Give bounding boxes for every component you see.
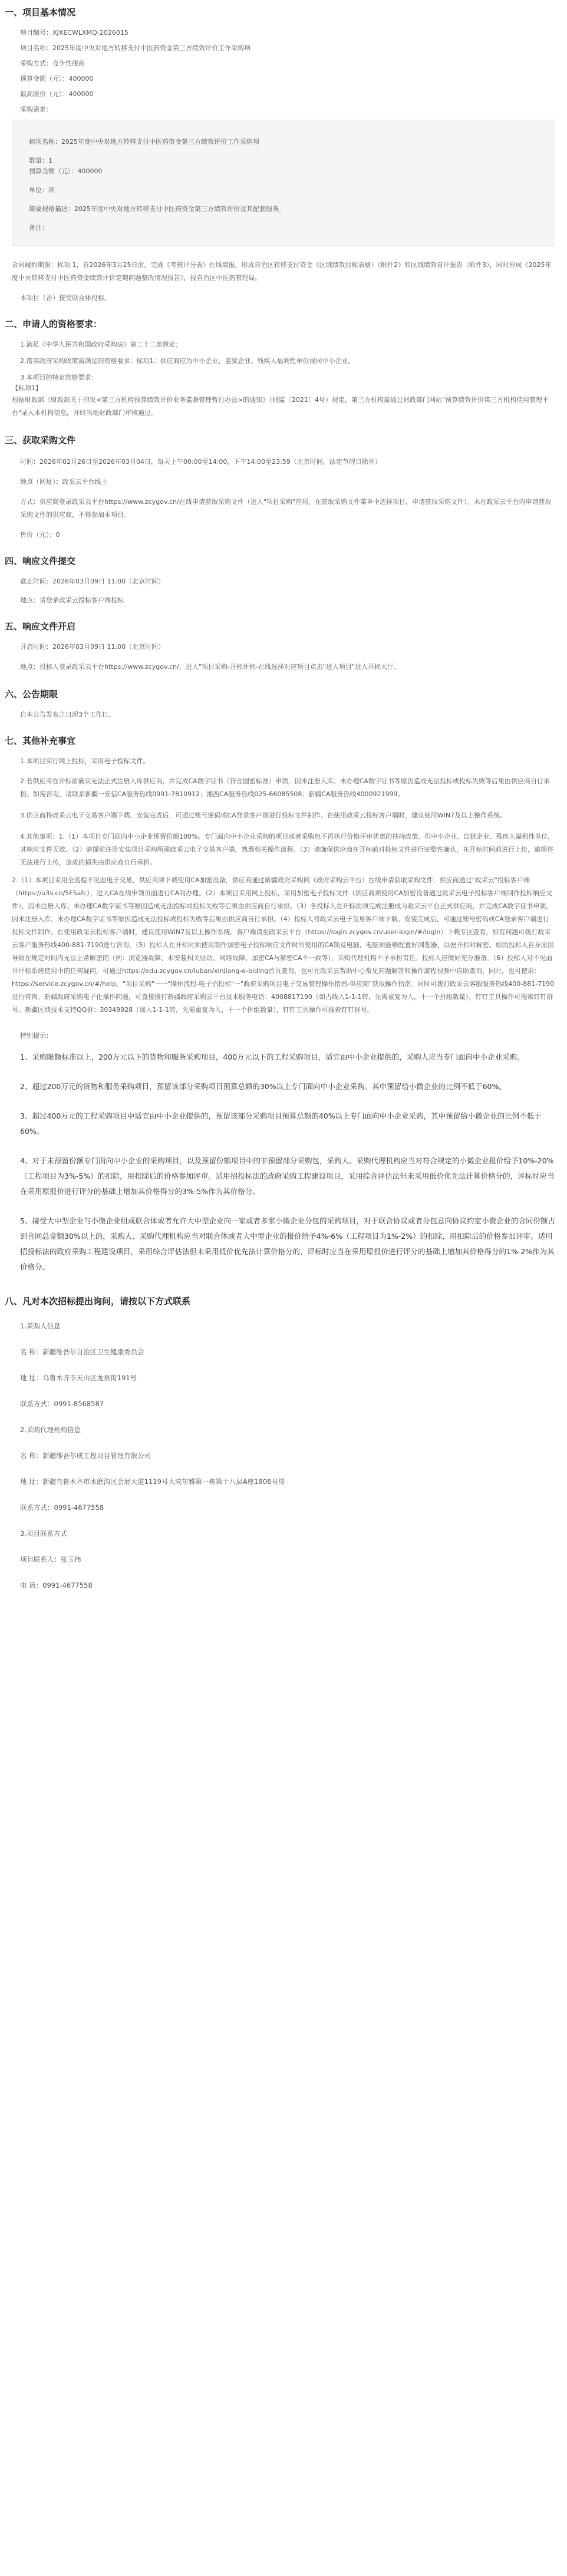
supplement-3: 3.供应商将政采云电子交易客户端下载、安装完成后，可通过账号密码或CA登录客户端进行投标文件制作。在使用政采云投标客户端时，建议使用WIN7及以上操作系统。 — [20, 812, 507, 819]
special-notice-1: 1、采购限额标准以上，200万元以下的货物和服务采购项目，400万元以下的工程采购项目，适宜由中小企业提供的，采购人应当专门面向中小企业采购。 — [20, 1053, 525, 1061]
acquire-place: 地点（网址）：政采云平台线上 — [20, 478, 108, 486]
contract-period: 合同履约期限：标项 1，自2026年3月25日前，完成《考核评分表》在线填报，形成自治区转移支付资金（区域绩效目标表格）《附件2》和区域绩效自评报告（附件3），同时形成《2025年度中央转移支付中医药资金绩效评价定期问题整改情况报告》，报自治区中医药管理局。 — [12, 261, 552, 282]
package-remark: 备注： — [29, 224, 48, 232]
demand-label: 采购需求： — [20, 105, 52, 113]
purchaser-address: 地 址：乌鲁木齐市天山区龙泉街191号 — [20, 1374, 137, 1382]
supplement-2: 2.若供应商在开标前确实无法正式注册入库供应商，并完成CA数字证书（符合国密标准）申领，因未注册入库、未办理CA数字证书等原因造成无法投标或投标失败等后果由供应商自行承担。如需咨询，请联系新疆一安信CA服务热线0991-7810912；湘西CA服务热线025-66085508；新疆CA服务热线4000921999。 — [20, 777, 550, 798]
project-number: 项目编号：XJXECWLXMQ-2026015 — [20, 29, 128, 37]
budget-amount: 预算金额（元）：400000 — [20, 75, 94, 83]
acquire-way: 方式：供应商登录政采云平台https://www.zcygov.cn/在线申请获取采购文件（进入"项目采购"应用，在获取采购文件菜单中选择项目，申请获取采购文件）。未在政采云平台内申请获取采购文件的供应商，不得参加本项目。 — [20, 498, 552, 519]
special-notice-2: 2、超过200万元的货物和服务采购项目，预留该部分采购项目预算总额的30%以上专门面向中小企业采购。其中预留给小微企业的比例不低于60%。 — [20, 1082, 506, 1091]
project-name: 项目名称：2025年度中央对地方转移支付中医药资金第三方绩效评价工作采购项 — [20, 44, 250, 52]
section-5-title: 五、响应文件开启 — [5, 621, 76, 632]
special-notice-5: 5、接受大中型企业与小微企业组成联合体或者允许大中型企业向一家或者多家小微企业分包的采购项目，对于联合协议或者分包意向协议约定小微企业的合同份额占到合同总金额30%以上的，采购人、采购代理机构应当对联合体或者大中型企业的报价给予4%-6%（工程项目为1%-2%）的扣除，用扣除后的价格参加评审。适用招投标法的政府采购工程建设项目，采用综合评估法但未采用低价优先法计算价格分的，评标时应当在采用原报价进行评分的基础上增加其价格得分的1%-2%作为其价格分。 — [20, 1216, 555, 1271]
open-time: 开启时间：2026年03月09日 11:00（北京时间） — [20, 643, 165, 651]
submit-place: 地点：请登录政采云投标客户端投标 — [20, 596, 124, 604]
agency-name: 名 称：新疆维吾尔成工程项目管理有限公司 — [20, 1452, 151, 1460]
qualification-text: 根据财政部《财政部关于印发<第三方机构预算绩效评价业务监督管理暂行办法>的通知》（财监〔2021〕4号）规定，第三方机构需通过财政部门网站"预算绩效评价第三方机构信用管理平台"录入本机构信息，并经当地财政部门审核通过。 — [12, 396, 549, 417]
qualification-tag: 【标项1】 — [12, 384, 42, 392]
section-4-title: 四、响应文件提交 — [5, 556, 76, 566]
package-description: 简要规格描述：2025年度中央对地方转移支付中医药资金第三方绩效评价及其配套服务。 — [29, 205, 285, 213]
section-6-title: 六、公告期限 — [5, 689, 58, 700]
project-contact-title: 3.项目联系方式 — [20, 1529, 67, 1538]
procurement-method: 采购方式：竞争性磋商 — [20, 60, 85, 67]
qualification-3: 3.本项目的特定资格要求： — [20, 374, 98, 381]
section-2-title: 二、申请人的资格要求： — [5, 319, 103, 329]
agency-address: 地 址：新疆乌鲁木齐市水磨沟区会展大道1119号大成尔雅第一栋第十八层A座1806号房 — [20, 1477, 285, 1486]
purchaser-phone: 联系方式：0991-8568587 — [20, 1400, 104, 1408]
demand-box — [12, 120, 555, 246]
qualification-1: 1.满足《中华人民共和国政府采购法》第二十二条规定； — [20, 341, 182, 348]
joint-bid-note: 本项目（否）接受联合体投标。 — [20, 294, 111, 302]
purchaser-title: 1.采购人信息 — [20, 1322, 61, 1330]
supplement-4: 4.其他事项：1.（1）本项目专门面向中小企业预留份额100%。专门面向中小企业采购的项目或者采购包不再执行价格评审优惠的扶持政策。但中小企业、监狱企业、残疾人福利性单位，其响应文件无效。（2）请提前注册安装项目采购所需政采云电子交易客户端，熟悉相关操作流程。（3）请确保供应商在开标前对投标文件进行完整性确认，在开标时间前进行上传，逾期将无法进行上传，造成的损失由供应商自行承担。 — [20, 833, 555, 866]
package-budget: 预算金额（元）：400000 — [29, 167, 103, 175]
section-1-title: 一、项目基本情况 — [5, 7, 76, 18]
acquire-price: 售价（元）：0 — [20, 531, 60, 539]
special-notice-4: 4、对于未预留份额专门面向中小企业的采购项目，以及预留份额项目中的非预留部分采购包，采购人、采购代理机构应当对符合规定的小微企业报价给予10%-20%（工程项目为3%-5%）的扣除，用扣除后的价格参加评审。适用招投标法的政府采购工程建设项目，采用综合评估法但未采用低价优先法计算价格分的，评标时应当在采用原报价进行评分的基础上增加其价格得分的3%-5%作为其价格分。 — [20, 1156, 555, 1196]
open-place: 地点：投标人登录政采云平台https://www.zcygov.cn/，进入"项目采购-开标评标-在线选择对应项目点击"进入项目"进入开标大厅。 — [20, 663, 400, 671]
special-notice-title: 特别提示： — [20, 1032, 52, 1040]
package-quantity: 数量：1 — [29, 157, 52, 164]
notice-period: 自本公告发布之日起3个工作日。 — [20, 711, 115, 718]
acquire-time: 时间：2026年02月26日至2026年03月04日，每天上午00:00至14:00，下午14:00至23:59（北京时间，法定节假日除外） — [20, 458, 381, 466]
qualification-2: 2.落实政府采购政策需满足的资格要求：标项1：供应商应为中小企业，监狱企业、残疾人福利性单位视同中小企业。 — [20, 357, 355, 365]
max-price: 最高限价（元）：400000 — [20, 90, 94, 98]
section-3-title: 三、获取采购文件 — [5, 435, 76, 446]
section-7-title: 七、其他补充事宜 — [5, 735, 76, 746]
contact-info — [0, 1320, 567, 1591]
agency-phone: 联系方式：0991-4677558 — [20, 1503, 104, 1512]
project-contact-phone: 电 话：0991-4677558 — [20, 1581, 93, 1589]
submit-deadline: 截止时间：2026年03月09日 11:00（北京时间） — [20, 578, 165, 585]
special-notice-3: 3、超过400万元的工程采购项目中适宜由中小企业提供的，预留该部分采购项目预算总额的40%以上专门面向中小企业采购，其中预留给小微企业的比例不低于60%。 — [20, 1111, 542, 1136]
agency-title: 2.采购代理机构信息 — [20, 1426, 81, 1434]
package-unit: 单位：项 — [29, 186, 55, 194]
package-name: 标项名称：2025年度中央对地方转移支付中医药资金第三方绩效评价工作采购项 — [29, 138, 259, 146]
purchaser-name: 名 称：新疆维吾尔自治区卫生健康委员会 — [20, 1348, 144, 1356]
project-contact-person: 项目联系人：张玉伟 — [20, 1555, 81, 1564]
supplement-5: 2.（1）本项目采用全流程不见面电子交易，供应商须下载使用CA加密设备，供应商通过新疆政府采购网（政府采购云平台）在线申请获取采购文件，供应商通过"政采云"投标客户端（https://u3v.cn/5F5afc），进入CA在线申领页面进行CA的办理。（2）本项目采用网上投标，采用加密电子投标文件（供应商须使用CA加密设备通过政采云电子投标客户端制作投标响应文件），因未注册入库、未办理CA数字证书等原因造成无法投标或投标失败等后果由供应商自行承担。（3）各投标人在开标前须完成注册成为政采云平台正式供应商，并完成CA数字证书申领，因未注册入库、未办理CA数字证书等原因造成无法投标或投标失败等后果由供应商自行承担。（4）投标人将政采云电子交易客户端下载、安装完成后，可通过账号密码或CA登录客户端进行投标文件制作。在使用政采云投标客户端时，建议使用WIN7及以上操作系统。客户端请至政采云平台（https://login.zcygov.cn/user-login/#/login）下载专区查看，如有问题可拨打政采云客户服务热线400-881-7190进行咨询。（5）投标人在开标时须使用制作加密电子投标响应文件时所使用的CA锁及电脑，电脑须能够配置好浏览器，以便开标时解密。如因投标人自身原因导致在规定时间内无法正常解密的（例：浏览器故障、未安装相关驱动、网络故障、加密CA与解密CA不一致等），采购代理机构不予承担责任。投标人应做好充分准备。（6）投标人对不见面开评标系统使用中的任何疑问，可通过https://edu.zcygov.cn/luban/xinjiang-e-biding首页查询，也可在政采云帮助中心常见问题解答和操作流程视频中自助查询，同时，也可使用：https://service.zcygov.cn/#/help，"项目采购"一一"操作流程-电子招投标"一"政府采购项目电子交易管理操作指南-供应商"获取操作指南。同时可拨打政采云客服服务热线400-881-7190进行咨询。新疆政府采购电子化操作问题，可直接拨打新疆政府采购云平台技术服务电话：4008817190（如占线入1-1-1转，先需重复为人，十一个拼组数量），钉钉工具操作可搜索钉钉群号。新疆区域技术支持QQ群：30349928（加入1-1-1转，先需重复为人，十一个拼组数量），钉钉工具操作可搜索钉钉群号。 — [12, 876, 555, 1014]
supplement-1: 1.本项目实行网上投标，采用电子投标文件。 — [20, 757, 150, 765]
section-8-title: 八、凡对本次招标提出询问，请按以下方式联系 — [5, 1296, 191, 1307]
